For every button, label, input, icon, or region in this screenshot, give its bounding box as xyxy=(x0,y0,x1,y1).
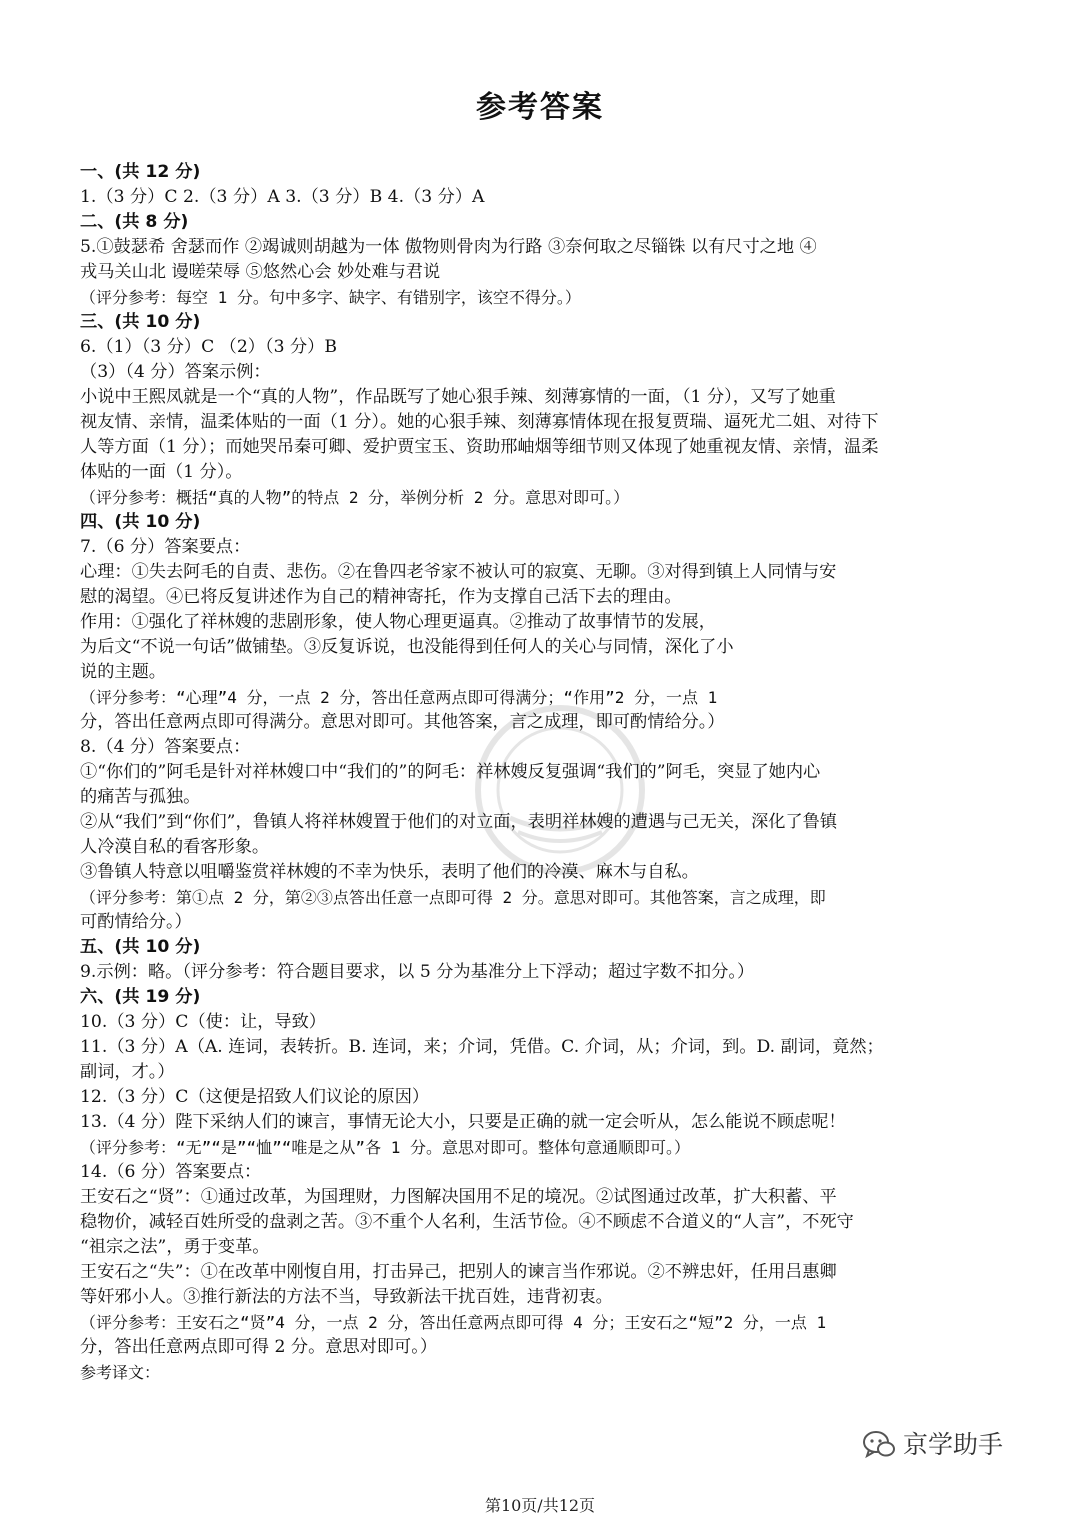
section-heading: 三、(共 10 分) xyxy=(80,312,201,332)
page-title: 参考答案 xyxy=(476,90,604,125)
text-line: 11.（3 分）A（A. 连词，表转折。B. 连词，来；介词，凭借。C. 介词，从；介词，到。D. 副词，竟然； xyxy=(80,1037,884,1057)
section-heading: 六、(共 19 分) xyxy=(80,987,201,1007)
page-number: 第10页/共12页 xyxy=(484,1496,596,1515)
grading-note: （评分参考：每空 1 分。句中多字、缺字、有错别字，该空不得分。） xyxy=(80,288,581,307)
text-line: 心理：①失去阿毛的自责、悲伤。②在鲁四老爷家不被认可的寂寞、无聊。③对得到镇上人同情与安 xyxy=(80,562,837,582)
text-line: 稳物价，减轻百姓所受的盘剥之苦。③不重个人名利，生活节俭。④不顾虑不合道义的“人言”，不死守 xyxy=(80,1212,854,1232)
text-line: 王安石之“失”：①在改革中刚愎自用，打击异己，把别人的谏言当作邪说。②不辨忠奸，任用吕惠卿 xyxy=(80,1262,837,1282)
text-line: 人冷漠自私的看客形象。 xyxy=(80,837,270,857)
grading-note: （评分参考：概括“真的人物”的特点 2 分，举例分析 2 分。意思对即可。） xyxy=(80,488,630,507)
grading-note: （评分参考：第①点 2 分，第②③点答出任意一点即可得 2 分。意思对即可。其他答案，言之成理，即 xyxy=(80,888,826,907)
text-line: 体贴的一面（1 分）。 xyxy=(80,462,243,482)
text-line: ①“你们的”阿毛是针对祥林嫂口中“我们的”的阿毛：祥林嫂反复强调“我们的”阿毛，突显了她内心 xyxy=(80,762,821,782)
text-line: 副词，才。） xyxy=(80,1062,175,1082)
text-line: 王安石之“贤”：①通过改革，为国理财，力图解决国用不足的境况。②试图通过改革，扩大积蓄、平 xyxy=(80,1187,837,1207)
grading-note: （评分参考：王安石之“贤”4 分，一点 2 分，答出任意两点即可得 4 分；王安石之“短”2 分，一点 1 xyxy=(80,1313,827,1332)
text-line: 慰的渴望。④已将反复讲述作为自己的精神寄托，作为支撑自己活下去的理由。 xyxy=(80,587,682,607)
text-line: 13.（4 分）陛下采纳人们的谏言，事情无论大小，只要是正确的就一定会听从，怎么能说不顾虑呢！ xyxy=(80,1112,846,1132)
text-line: 为后文“不说一句话”做铺垫。③反复诉说，也没能得到任何人的关心与同情，深化了小 xyxy=(80,637,734,657)
text-line: 8.（4 分）答案要点： xyxy=(80,737,251,757)
text-line: 1.（3 分）C 2.（3 分）A 3.（3 分）B 4.（3 分）A xyxy=(80,187,485,207)
text-line: ②从“我们”到“你们”，鲁镇人将祥林嫂置于他们的对立面，表明祥林嫂的遭遇与己无关，深化了鲁镇 xyxy=(80,812,838,832)
wechat-bubble-icon xyxy=(862,1429,896,1461)
text-line: 说的主题。 xyxy=(80,662,166,682)
text-line: 分，答出任意两点即可得满分。意思对即可。其他答案，言之成理，即可酌情给分。） xyxy=(80,712,725,732)
text-line: ③鲁镇人特意以咀嚼鉴赏祥林嫂的不幸为快乐，表明了他们的冷漠、麻木与自私。 xyxy=(80,862,699,882)
text-line: 14.（6 分）答案要点： xyxy=(80,1162,262,1182)
text-line: 的痛苦与孤独。 xyxy=(80,787,201,807)
text-line: 戎马关山北 谩嗟荣辱 ⑤悠然心会 妙处难与君说 xyxy=(80,262,441,282)
text-line: 视友情、亲情，温柔体贴的一面（1 分）。她的心狠手辣、刻薄寡情体现在报复贾瑞、逼死尤二姐、对待下 xyxy=(80,412,879,432)
text-line: “祖宗之法”，勇于变革。 xyxy=(80,1237,270,1257)
text-line: 分，答出任意两点即可得 2 分。意思对即可。） xyxy=(80,1337,438,1357)
text-line: 等奸邪小人。③推行新法的方法不当，导致新法干扰百姓，违背初衷。 xyxy=(80,1287,613,1307)
section-heading: 四、(共 10 分) xyxy=(80,512,201,532)
text-line: 6.（1）（3 分）C （2）（3 分）B xyxy=(80,337,337,357)
watermark-brand: 京学助手 xyxy=(903,1430,1004,1459)
grading-note: （评分参考：“心理”4 分，一点 2 分，答出任意两点即可得满分；“作用”2 分，一点 1 xyxy=(80,688,718,707)
text-line: 小说中王熙凤就是一个“真的人物”，作品既写了她心狠手辣、刻薄寡情的一面，（1 分），又写了她重 xyxy=(80,387,836,407)
text-line: （3）（4 分）答案示例： xyxy=(80,362,271,382)
section-heading: 二、(共 8 分) xyxy=(80,212,189,232)
text-line: 10.（3 分）C（使：让，导致） xyxy=(80,1012,326,1032)
text-line: 人等方面（1 分）；而她哭吊秦可卿、爱护贾宝玉、资助邢岫烟等细节则又体现了她重视友情、亲情，温柔 xyxy=(80,437,879,457)
grading-note: 参考译文： xyxy=(80,1363,161,1382)
text-line: 可酌情给分。） xyxy=(80,912,192,932)
grading-note: （评分参考：“无”“是”“恤”“唯是之从”各 1 分。意思对即可。整体句意通顺即可。） xyxy=(80,1138,690,1157)
section-heading: 五、(共 10 分) xyxy=(80,937,201,957)
text-line: 9.示例：略。（评分参考：符合题目要求，以 5 分为基准分上下浮动；超过字数不扣分。） xyxy=(80,962,755,982)
text-line: 5.①鼓瑟希 舍瑟而作 ②竭诚则胡越为一体 傲物则骨肉为行路 ③奈何取之尽锱铢 以有尺寸之地 ④ xyxy=(80,237,817,257)
text-line: 7.（6 分）答案要点： xyxy=(80,537,251,557)
section-heading: 一、(共 12 分) xyxy=(80,162,201,182)
text-line: 12.（3 分）C（这便是招致人们议论的原因） xyxy=(80,1087,430,1107)
text-line: 作用：①强化了祥林嫂的悲剧形象，使人物心理更逼真。②推动了故事情节的发展， xyxy=(80,612,716,632)
